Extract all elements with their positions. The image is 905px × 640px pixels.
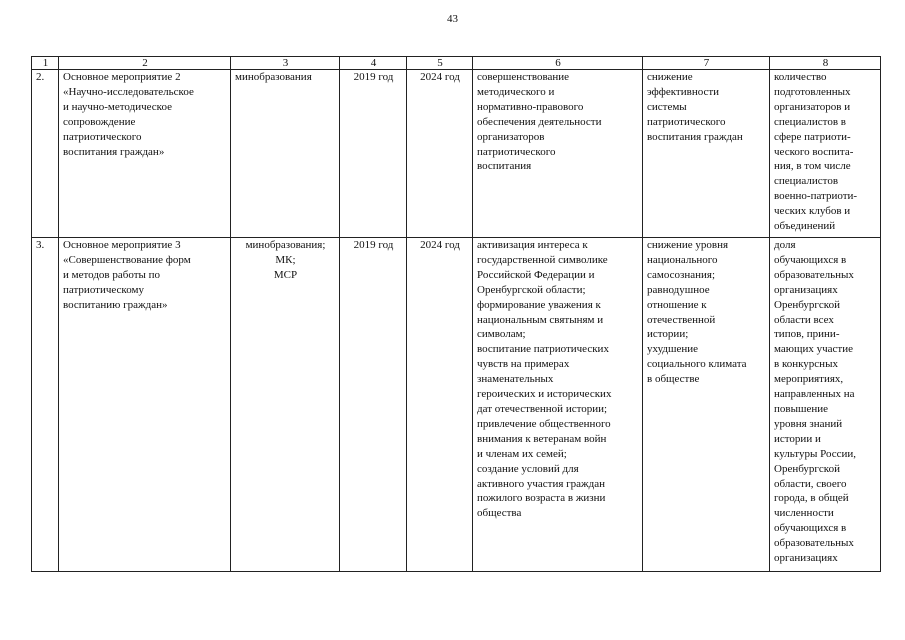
table-row <box>32 70 881 238</box>
table-row <box>32 238 881 572</box>
indicator: количество подготовленных организаторов и специалистов в сфере патриоти- ческого воспита- ния, в том числе специалистов военно-патриоти- ческих клубов и объединений <box>770 70 881 238</box>
expected-result: совершенствование методического и нормативно-правового обеспечения деятельности организаторов патриотического воспитания <box>473 70 643 238</box>
event-name: Основное мероприятие 2 «Научно-исследовательское и научно-методическое сопровождение патриотического воспитания граждан» <box>59 70 231 238</box>
col-header-4: 4 <box>340 57 407 70</box>
event-name: Основное мероприятие 3 «Совершенствование форм и методов работы по патриотическому воспитанию граждан» <box>59 238 231 572</box>
col-header-7: 7 <box>643 57 770 70</box>
start-year: 2019 год <box>340 238 407 572</box>
header-row <box>32 57 881 70</box>
row-number: 2. <box>32 70 59 238</box>
plan-table <box>31 56 881 572</box>
col-header-1: 1 <box>32 57 59 70</box>
executor: минобразования <box>231 70 340 238</box>
col-header-5: 5 <box>407 57 473 70</box>
expected-result: активизация интереса к государственной символике Российской Федерации и Оренбургской области; формирование уважения к национальным святыням и символам; воспитание патриотических чувств на примерах знаменательных героических и исторических дат отечественной истории; привлечение общественного внимания к ветеранам войн и членам их семей; создание условий для активного участия граждан пожилого возраста в жизни общества <box>473 238 643 572</box>
col-header-3: 3 <box>231 57 340 70</box>
col-header-2: 2 <box>59 57 231 70</box>
indicator: доля обучающихся в образовательных организациях Оренбургской области всех типов, прини- мающих участие в конкурсных мероприятиях, направленных на повышение уровня знаний истории и культуры России, Оренбургской области, своего города, в общей численности обучающихся в образовательных организациях <box>770 238 881 572</box>
non-implementation-consequences: снижение уровня национального самосознания; равнодушное отношение к отечественной истории; ухудшение социального климата в обществе <box>643 238 770 572</box>
row-number: 3. <box>32 238 59 572</box>
end-year: 2024 год <box>407 238 473 572</box>
end-year: 2024 год <box>407 70 473 238</box>
executor: минобразования; МК; МСР <box>231 238 340 572</box>
page-number: 43 <box>447 13 458 25</box>
start-year: 2019 год <box>340 70 407 238</box>
col-header-8: 8 <box>770 57 881 70</box>
col-header-6: 6 <box>473 57 643 70</box>
non-implementation-consequences: снижение эффективности системы патриотического воспитания граждан <box>643 70 770 238</box>
